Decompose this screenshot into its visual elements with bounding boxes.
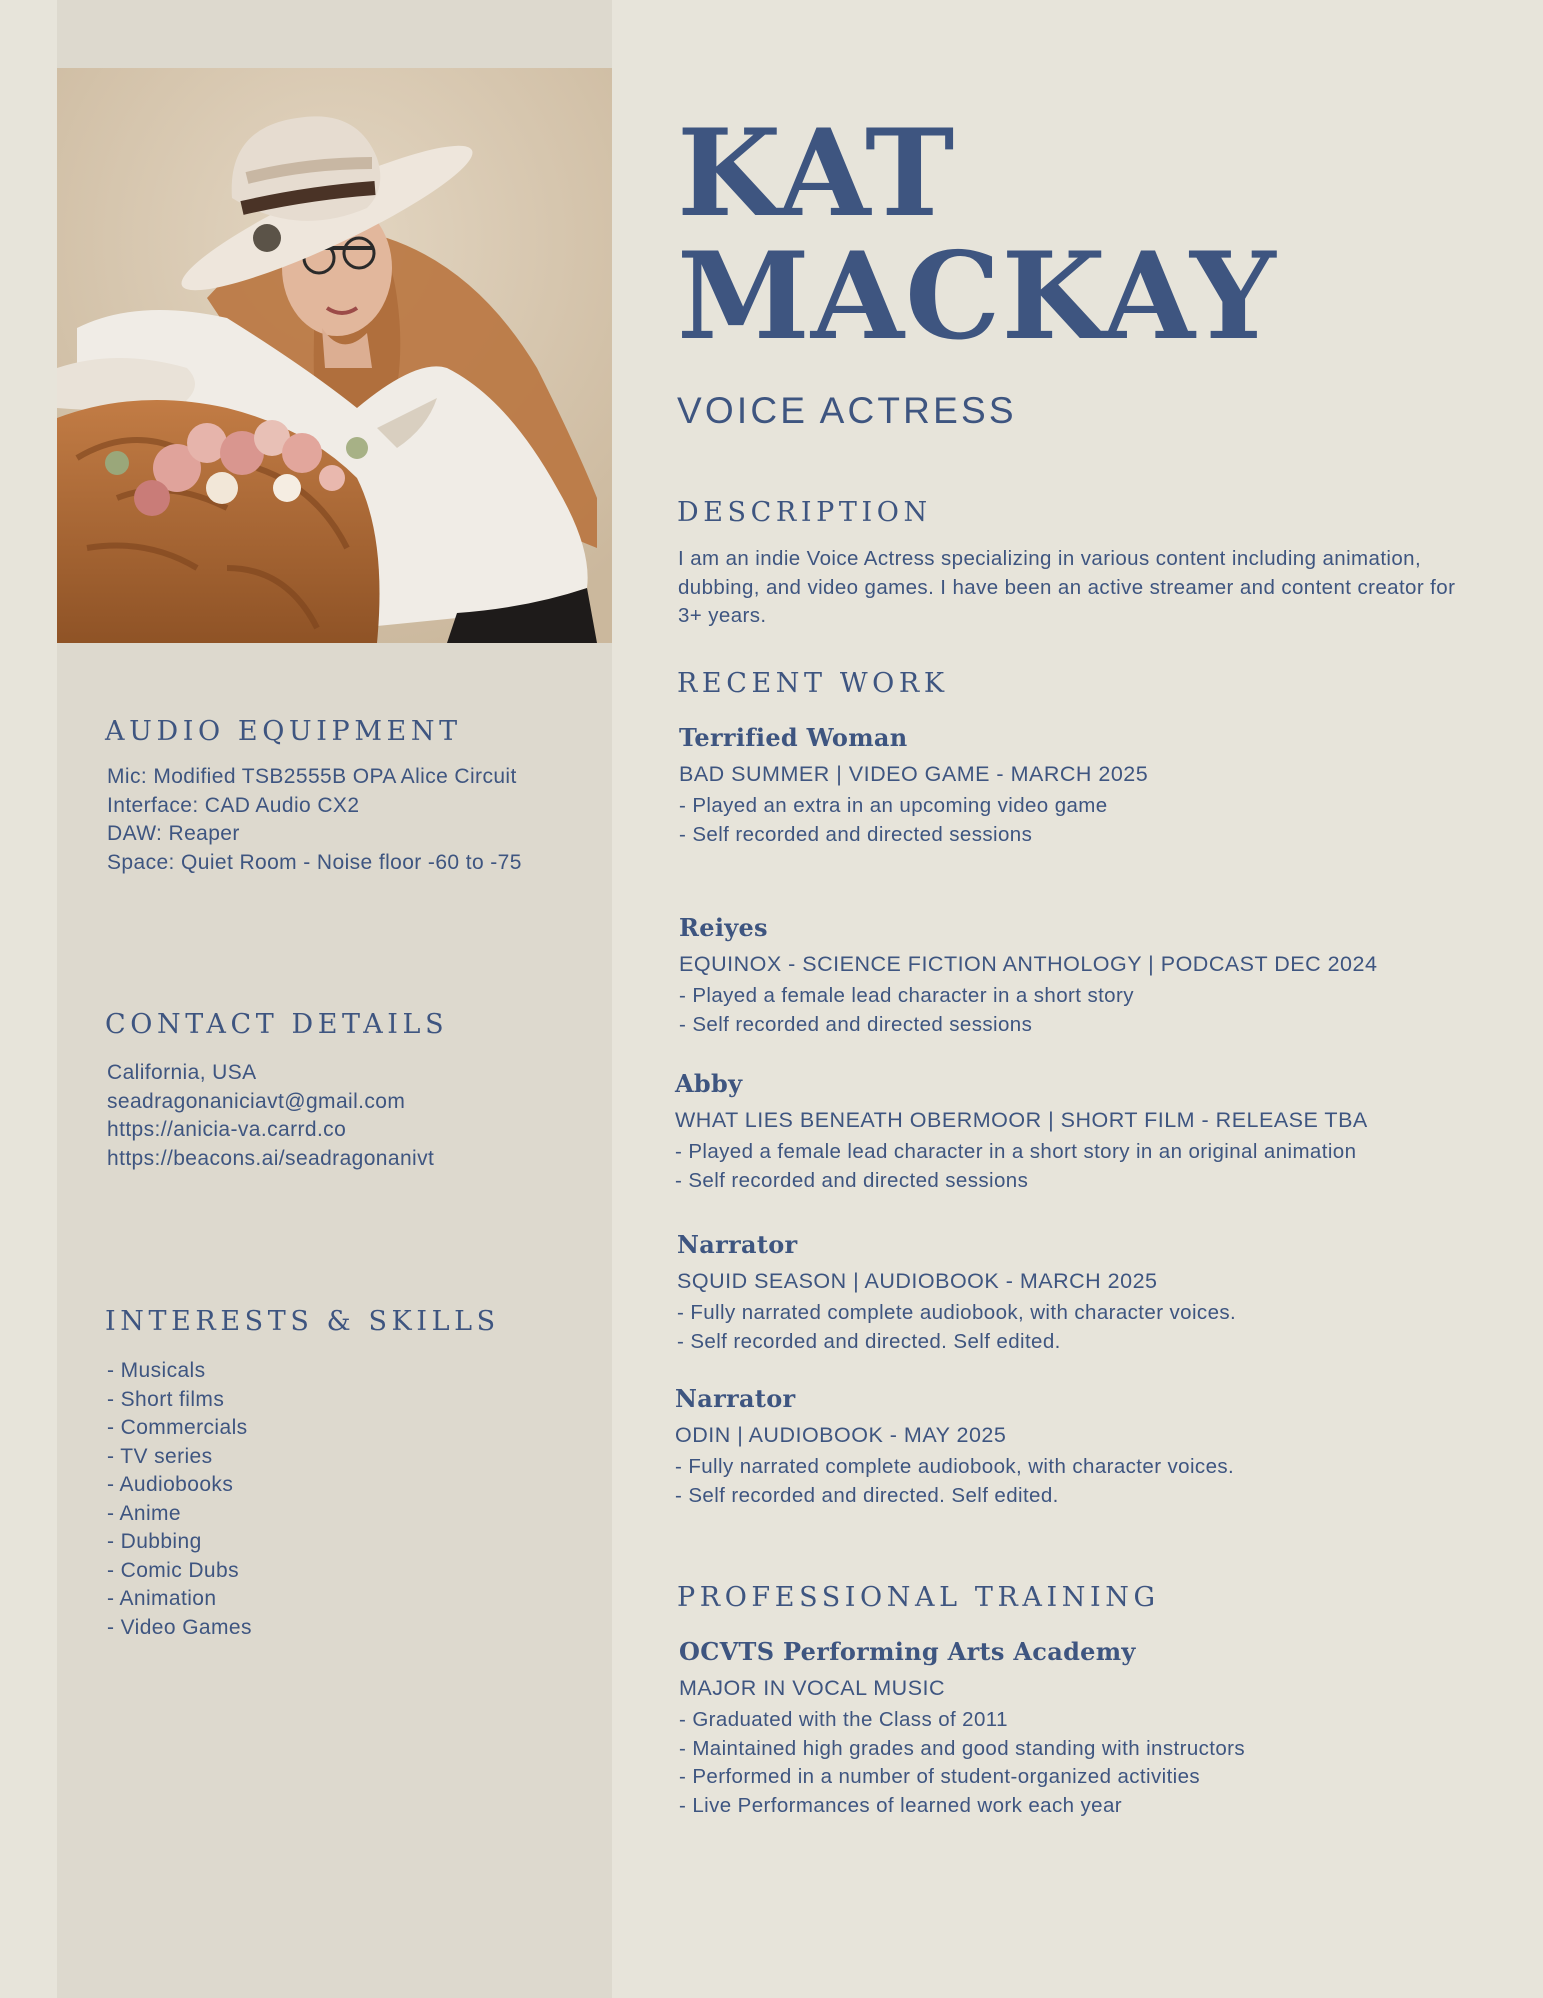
training-point: - Live Performances of learned work each year	[679, 1793, 1123, 1817]
interest-item: - Animation	[107, 1587, 217, 1610]
work-point: - Fully narrated complete audiobook, with character voices.	[677, 1301, 1237, 1324]
work-point: - Played a female lead character in a short story in an original animation	[675, 1140, 1357, 1163]
work-point: - Played a female lead character in a short story	[679, 984, 1134, 1007]
work-role: Narrator	[675, 1384, 796, 1413]
work-item	[679, 913, 1377, 1039]
profile-photo	[57, 68, 612, 643]
training-school: OCVTS Performing Arts Academy	[679, 1637, 1136, 1666]
training-point: - Maintained high grades and good standing with instructors	[679, 1736, 1246, 1760]
recent-work-heading: RECENT WORK	[677, 668, 949, 699]
contact-location: California, USA	[107, 1061, 257, 1084]
interest-item: - Audiobooks	[107, 1473, 234, 1496]
interests-list	[107, 1357, 252, 1642]
work-item	[675, 1069, 1368, 1195]
work-role: Abby	[675, 1069, 743, 1098]
audio-equipment-list	[107, 763, 522, 877]
work-role: Reiyes	[679, 913, 768, 942]
last-name: MACKAY	[677, 226, 1277, 367]
full-name	[677, 103, 1277, 367]
profile-photo-illustration	[57, 68, 612, 643]
work-point: - Self recorded and directed sessions	[675, 1168, 1029, 1192]
description-heading: DESCRIPTION	[677, 497, 932, 528]
work-item	[677, 1230, 1236, 1356]
work-point: - Fully narrated complete audiobook, with character voices.	[675, 1455, 1235, 1478]
work-point: - Self recorded and directed sessions	[679, 1012, 1033, 1036]
equipment-item: DAW: Reaper	[107, 822, 240, 845]
work-role: Narrator	[677, 1230, 798, 1259]
work-point: - Played an extra in an upcoming video game	[679, 794, 1108, 817]
work-meta: BAD SUMMER | VIDEO GAME - MARCH 2025	[679, 762, 1149, 786]
training-point: - Graduated with the Class of 2011	[679, 1708, 1008, 1731]
contact-list	[107, 1059, 434, 1173]
work-point: - Self recorded and directed. Self edited.	[675, 1483, 1059, 1507]
work-meta: SQUID SEASON | AUDIOBOOK - MARCH 2025	[677, 1269, 1158, 1293]
work-meta: ODIN | AUDIOBOOK - MAY 2025	[675, 1423, 1007, 1447]
work-role: Terrified Woman	[679, 723, 908, 752]
training-major: MAJOR IN VOCAL MUSIC	[679, 1676, 946, 1700]
interest-item: - Dubbing	[107, 1530, 202, 1553]
interest-item: - Commercials	[107, 1416, 248, 1439]
work-item	[675, 1384, 1234, 1510]
contact-heading: CONTACT DETAILS	[105, 1009, 449, 1040]
first-name: KAT	[677, 103, 956, 244]
audio-equipment-heading: AUDIO EQUIPMENT	[105, 716, 462, 747]
equipment-item: Space: Quiet Room - Noise floor -60 to -75	[107, 850, 522, 874]
training-heading: PROFESSIONAL TRAINING	[677, 1582, 1160, 1613]
interest-item: - Video Games	[107, 1615, 252, 1639]
interest-item: - TV series	[107, 1444, 213, 1468]
training-point: - Performed in a number of student-organized activities	[679, 1765, 1201, 1788]
contact-email[interactable]: seadragonaniciavt@gmail.com	[107, 1089, 406, 1113]
contact-website-link[interactable]: https://anicia-va.carrd.co	[107, 1118, 347, 1141]
work-point: - Self recorded and directed. Self edited.	[677, 1329, 1061, 1353]
work-meta: EQUINOX - SCIENCE FICTION ANTHOLOGY | PODCAST DEC 2024	[679, 952, 1378, 976]
contact-beacons-link[interactable]: https://beacons.ai/seadragonanivt	[107, 1146, 435, 1170]
interest-item: - Short films	[107, 1387, 225, 1411]
equipment-item: Mic: Modified TSB2555B OPA Alice Circuit	[107, 765, 517, 788]
equipment-item: Interface: CAD Audio CX2	[107, 793, 360, 817]
job-title: VOICE ACTRESS	[677, 390, 1017, 431]
interests-heading: INTERESTS & SKILLS	[105, 1306, 500, 1337]
work-meta: WHAT LIES BENEATH OBERMOOR | SHORT FILM - RELEASE TBA	[675, 1108, 1368, 1132]
description-text: I am an indie Voice Actress specializing in various content including animation, dubbing, and video games. I have been an active streamer and content creator for 3+ years.	[678, 547, 1456, 627]
training-item	[679, 1637, 1245, 1820]
interest-item: - Musicals	[107, 1359, 206, 1382]
work-point: - Self recorded and directed sessions	[679, 822, 1033, 846]
interest-item: - Anime	[107, 1501, 181, 1525]
interest-item: - Comic Dubs	[107, 1558, 239, 1582]
work-item	[679, 723, 1148, 849]
